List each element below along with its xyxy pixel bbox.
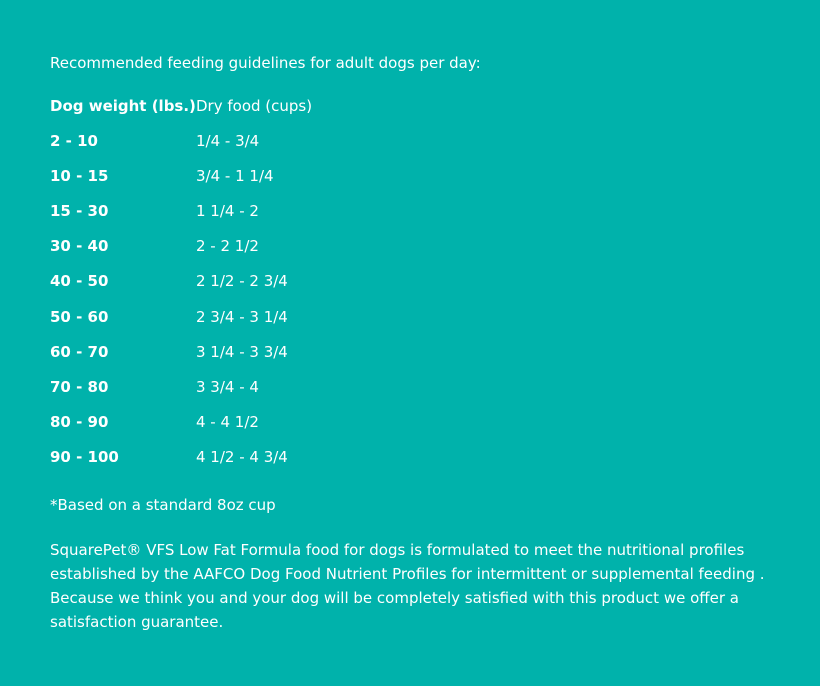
weight-cell: 2 - 10 xyxy=(50,131,98,150)
product-description: SquarePet® VFS Low Fat Formula food for dogs is formulated to meet the nutritional profiles established by the AAFCO Dog Food Nutrient Profiles for intermittent or supplemental feeding . Because we think you and your dog will be completely satisfied with this product we offer a satisfaction guarantee. xyxy=(50,540,765,631)
weight-cell: 80 - 90 xyxy=(50,413,109,432)
weight-cell: 10 - 15 xyxy=(50,166,109,185)
intro-text: Recommended feeding guidelines for adult dogs per day: xyxy=(50,54,481,72)
feeding-table xyxy=(50,95,312,475)
food-cell: 3/4 - 1 1/4 xyxy=(196,166,274,185)
header-dog-weight: Dog weight (lbs.) xyxy=(50,97,196,115)
table-row xyxy=(50,193,312,228)
food-cell: 3 1/4 - 3 3/4 xyxy=(196,342,288,361)
food-cell: 1/4 - 3/4 xyxy=(196,131,260,150)
feeding-guidelines-section xyxy=(50,53,770,634)
cup-size-footnote: *Based on a standard 8oz cup xyxy=(50,495,276,514)
table-row xyxy=(50,369,312,404)
weight-cell: 40 - 50 xyxy=(50,272,109,291)
table-row xyxy=(50,229,312,264)
weight-cell: 90 - 100 xyxy=(50,448,119,467)
food-cell: 2 3/4 - 3 1/4 xyxy=(196,307,288,326)
table-row xyxy=(50,440,312,475)
food-cell: 4 - 4 1/2 xyxy=(196,413,259,432)
food-cell: 4 1/2 - 4 3/4 xyxy=(196,448,288,467)
weight-cell: 50 - 60 xyxy=(50,307,109,326)
food-cell: 3 3/4 - 4 xyxy=(196,377,259,396)
food-cell: 2 1/2 - 2 3/4 xyxy=(196,272,288,291)
weight-cell: 30 - 40 xyxy=(50,237,109,256)
header-dry-food: Dry food (cups) xyxy=(196,97,313,115)
table-row xyxy=(50,334,312,369)
table-row xyxy=(50,299,312,334)
food-cell: 2 - 2 1/2 xyxy=(196,237,259,256)
table-row xyxy=(50,158,312,193)
table-row xyxy=(50,123,312,158)
table-header-row xyxy=(50,95,312,123)
table-row xyxy=(50,264,312,299)
weight-cell: 70 - 80 xyxy=(50,377,109,396)
table-row xyxy=(50,405,312,440)
food-cell: 1 1/4 - 2 xyxy=(196,201,259,220)
weight-cell: 60 - 70 xyxy=(50,342,109,361)
weight-cell: 15 - 30 xyxy=(50,201,109,220)
